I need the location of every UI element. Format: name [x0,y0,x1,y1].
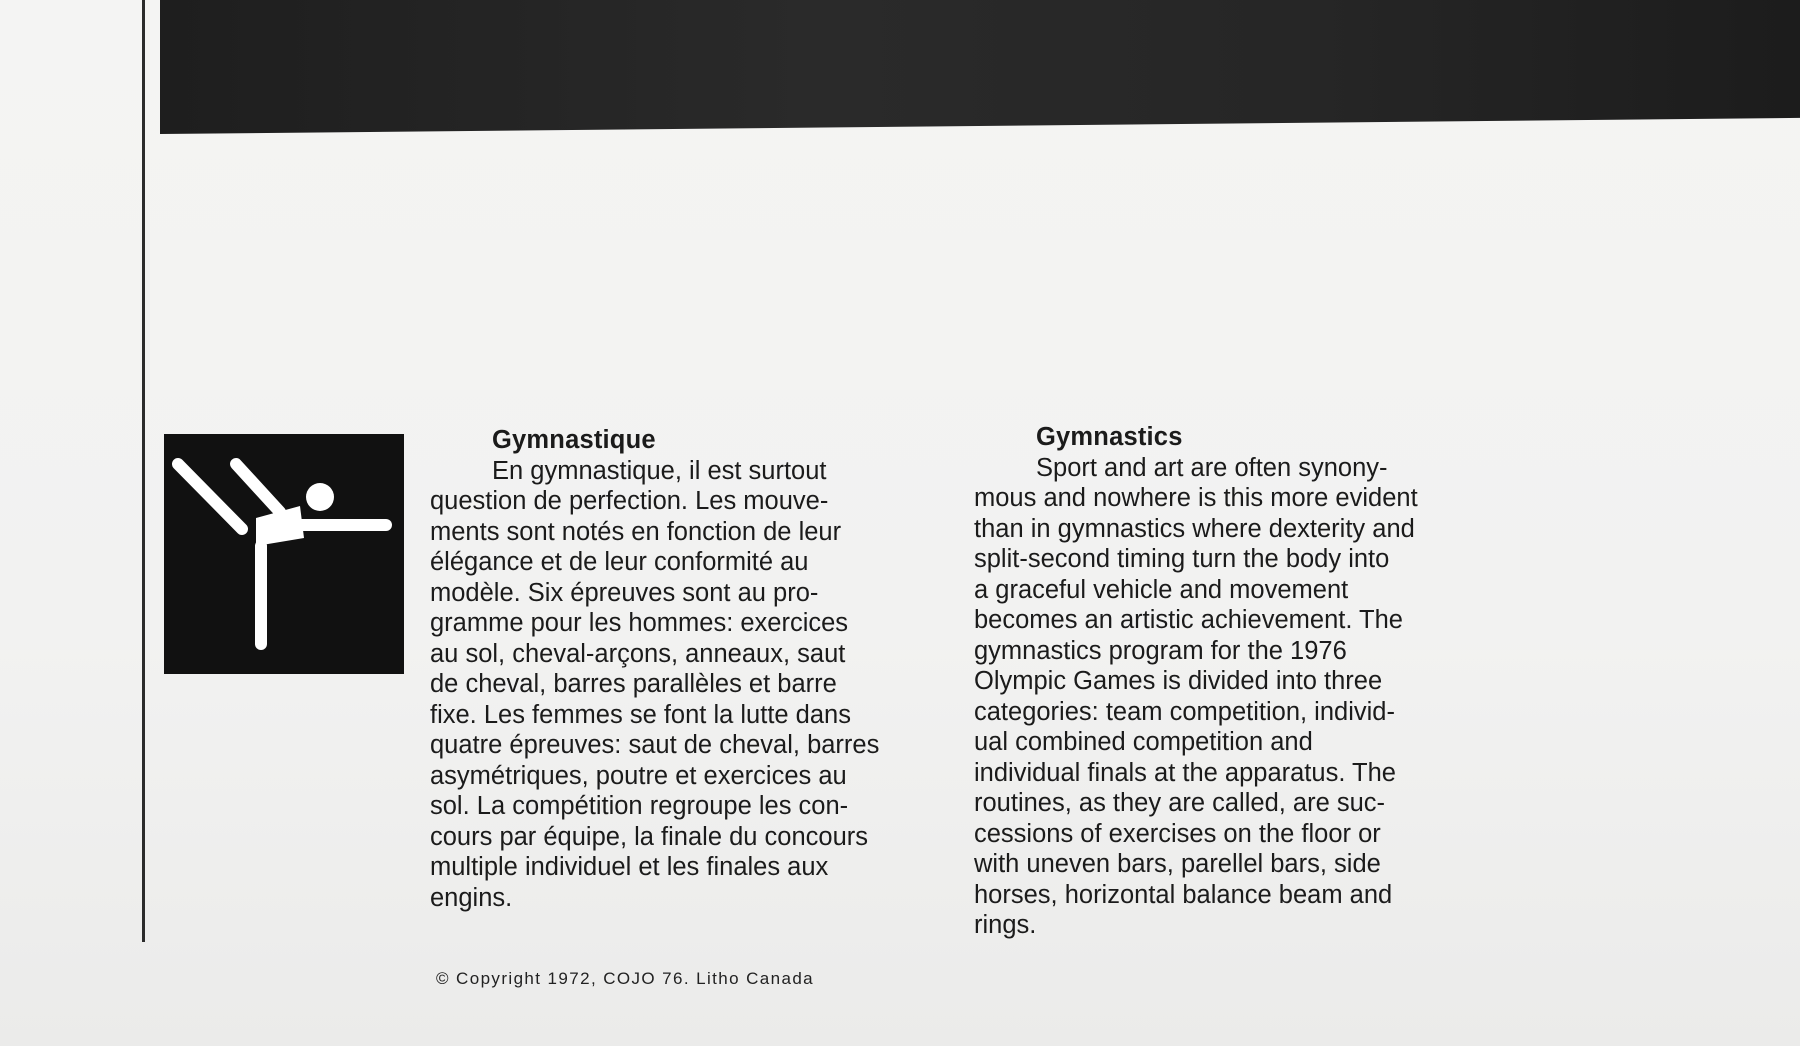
french-line: engins. [430,883,513,912]
english-line: horses, horizontal balance beam and [974,880,1393,909]
french-line: gramme pour les hommes: exercices [430,609,849,637]
english-title: Gymnastics [1036,423,1183,451]
english-line: rings. [974,911,1037,939]
french-line: asymétriques, poutre et exercices au [430,761,847,790]
french-title: Gymnastique [492,426,656,454]
french-line: fixe. Les femmes se font la lutte dans [430,700,851,729]
french-line: question de perfection. Les mouve- [430,487,829,515]
english-line: mous and nowhere is this more evident [974,484,1418,512]
french-line: sol. La compétition regroupe les con- [430,792,849,820]
french-line: En gymnastique, il est surtout [492,456,827,485]
english-line: becomes an artistic achievement. The [974,606,1403,634]
french-line: au sol, cheval-arçons, anneaux, saut [430,639,846,668]
english-line: cessions of exercises on the floor or [974,819,1381,848]
french-line: élégance et de leur conformité au [430,548,809,576]
english-line: a graceful vehicle and movement [974,575,1349,604]
photo-band [160,0,1800,134]
gymnast-icon [164,434,404,674]
french-line: cours par équipe, la finale du concours [430,822,869,851]
french-column [430,425,879,913]
english-line: with uneven bars, parellel bars, side [974,850,1381,878]
left-border-rule [142,0,145,942]
french-line: modèle. Six épreuves sont au pro- [430,578,819,607]
english-column [974,422,1418,941]
french-line: ments sont notés en fonction de leur [430,517,842,546]
english-line: ual combined competition and [974,728,1313,756]
english-line: routines, as they are called, are suc- [974,789,1386,817]
french-line: de cheval, barres parallèles et barre [430,670,837,698]
english-line: Sport and art are often synony- [1036,453,1388,482]
english-line: categories: team competition, individ- [974,697,1395,726]
english-line: split-second timing turn the body into [974,545,1390,573]
english-line: gymnastics program for the 1976 [974,636,1347,665]
english-line: Olympic Games is divided into three [974,667,1383,695]
english-line: individual finals at the apparatus. The [974,758,1396,787]
copyright-notice: © Copyright 1972, COJO 76. Litho Canada [436,969,815,988]
french-line: quatre épreuves: saut de cheval, barres [430,731,880,759]
french-line: multiple individuel et les finales aux [430,853,829,881]
english-line: than in gymnastics where dexterity and [974,514,1415,543]
